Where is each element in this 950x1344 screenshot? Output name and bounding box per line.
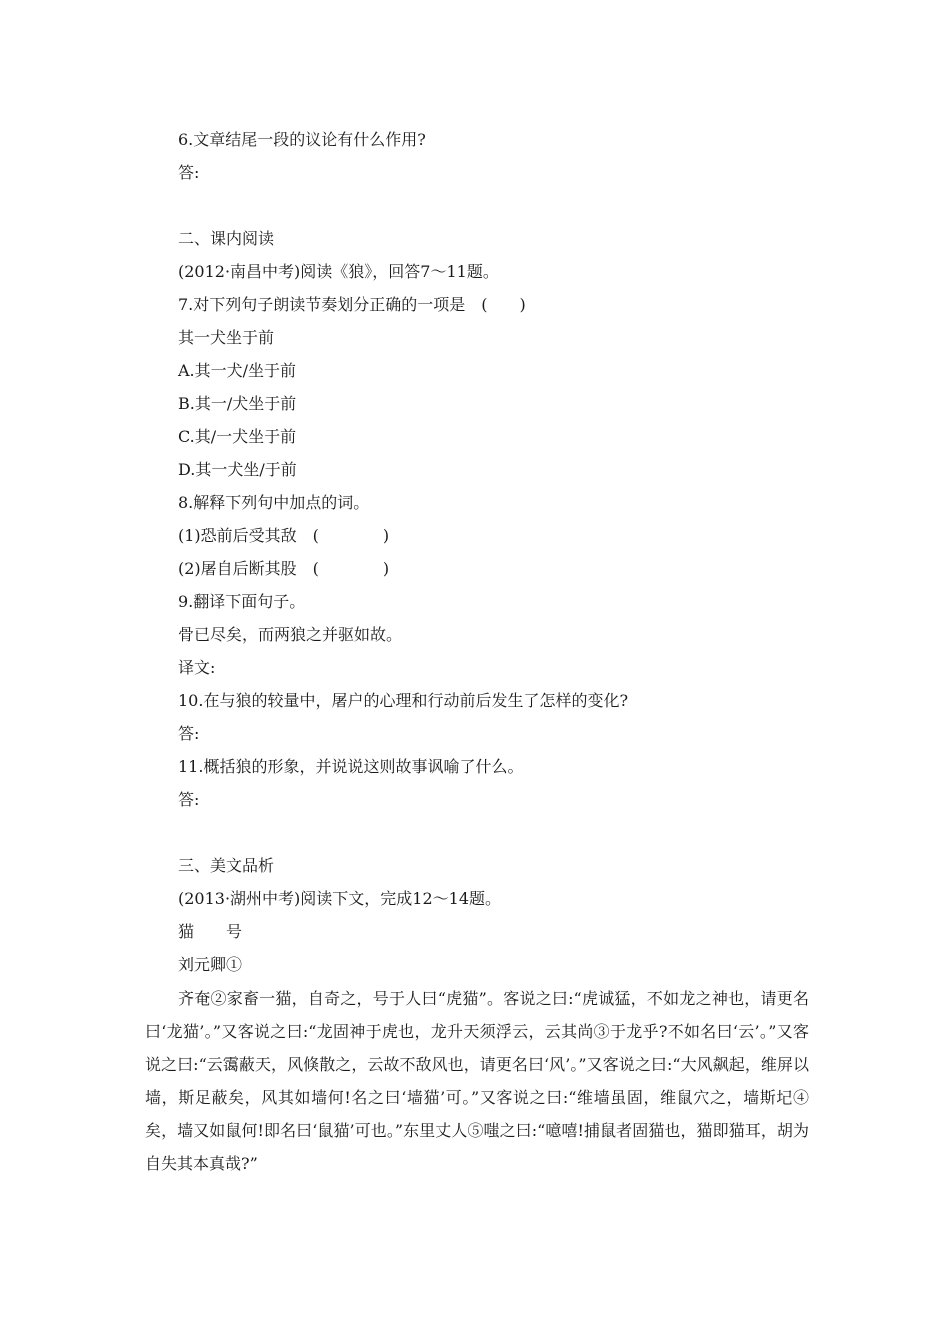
option-c: C.其/一犬坐于前 <box>178 427 297 446</box>
question-6: 6.文章结尾一段的议论有什么作用? <box>178 130 426 149</box>
essay-body <box>145 982 809 1180</box>
essay-author: 刘元卿① <box>178 955 243 974</box>
option-a: A.其一犬/坐于前 <box>178 361 297 380</box>
answer-10-label: 答: <box>178 724 200 743</box>
question-10: 10.在与狼的较量中，屠户的心理和行动前后发生了怎样的变化? <box>178 691 629 710</box>
answer-11-label: 答: <box>178 790 200 809</box>
option-b: B.其一/犬坐于前 <box>178 394 297 413</box>
question-7: 7.对下列句子朗读节奏划分正确的一项是 ( ) <box>178 295 526 314</box>
answer-6-label: 答: <box>178 163 200 182</box>
section-2-title: 二、课内阅读 <box>178 229 275 248</box>
question-7-sentence: 其一犬坐于前 <box>178 328 275 347</box>
question-9: 9.翻译下面句子。 <box>178 592 306 611</box>
question-11: 11.概括狼的形象，并说说这则故事讽喻了什么。 <box>178 757 524 776</box>
question-8-item-1: (1)恐前后受其敌 ( ) <box>178 526 390 545</box>
option-d: D.其一犬坐/于前 <box>178 460 297 479</box>
question-8-item-2: (2)屠自后断其股 ( ) <box>178 559 390 578</box>
essay-title: 猫 号 <box>178 922 243 941</box>
translation-label: 译文: <box>178 658 216 677</box>
section-2-source: (2012·南昌中考)阅读《狼》，回答7～11题。 <box>178 262 499 281</box>
essay-paragraph: 齐奄②家畜一猫，自奇之，号于人曰“虎猫”。客说之曰:“虎诚猛，不如龙之神也，请更名曰‘龙猫’。”又客说之曰:“龙固神于虎也，龙升天须浮云，云其尚③于龙乎?不如名曰‘云’。”又客说之曰:“云霭蔽天，风倏散之，云故不敌风也，请更名曰‘风’。”又客说之曰:“大风飙起，维屏以墙，斯足蔽矣，风其如墙何!名之曰‘墙猫’可。”又客说之曰:“维墙虽固，维鼠穴之，墙斯圮④矣，墙又如鼠何!即名曰‘鼠猫’可也。”东里丈人⑤嗤之曰:“噫嘻!捕鼠者固猫也，猫即猫耳，胡为自失其本真哉?” <box>145 989 809 1173</box>
section-3-source: (2013·湖州中考)阅读下文，完成12～14题。 <box>178 889 502 908</box>
question-8: 8.解释下列句中加点的词。 <box>178 493 370 512</box>
section-3-title: 三、美文品析 <box>178 856 275 875</box>
question-9-sentence: 骨已尽矣，而两狼之并驱如故。 <box>178 625 403 644</box>
